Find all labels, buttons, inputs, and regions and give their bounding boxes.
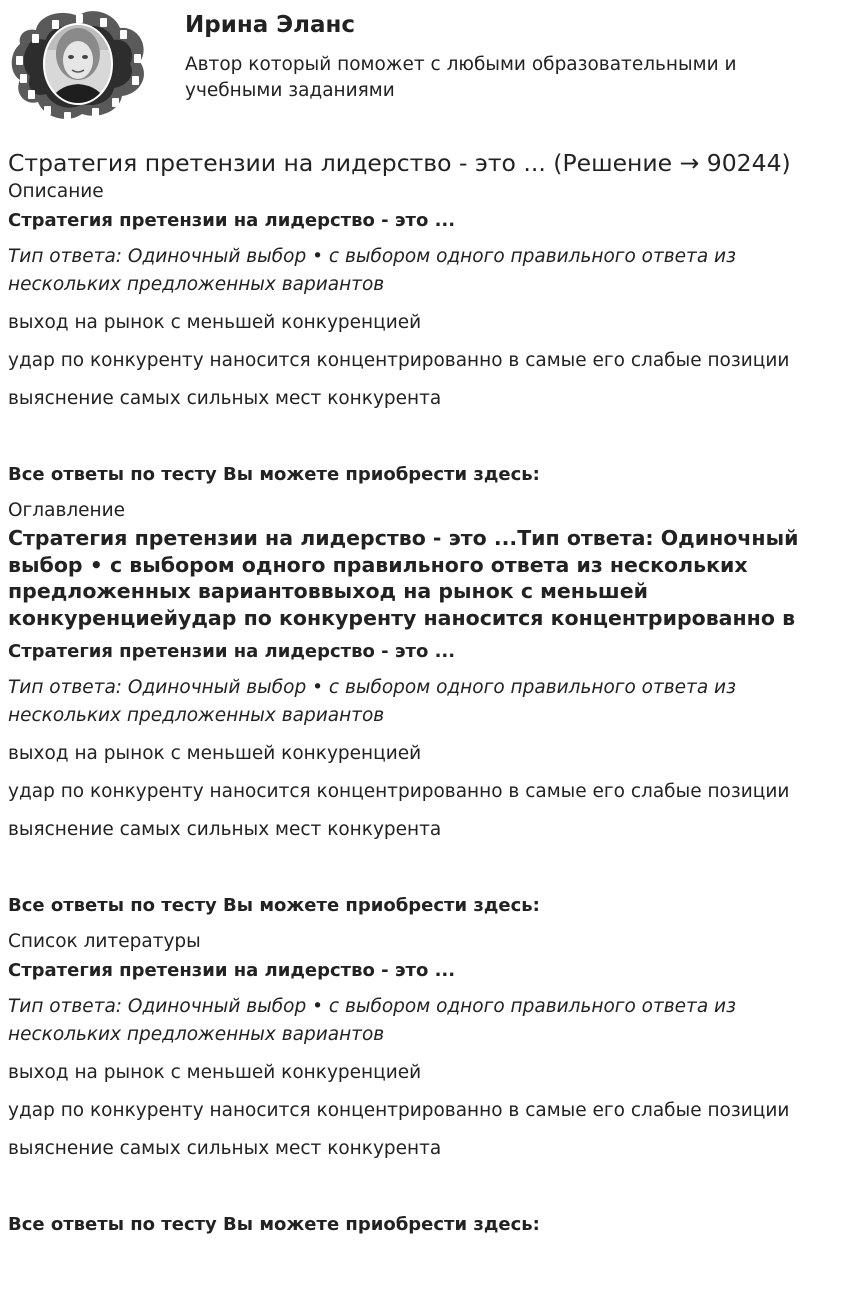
author-description: Автор который поможет с любыми образовательными и учебными заданиями	[185, 54, 737, 101]
section-label-toc: Оглавление	[8, 500, 126, 521]
answer-option: удар по конкуренту наносится концентрированно в самые его слабые позиции	[8, 781, 790, 802]
question-title: Стратегия претензии на лидерство - это ...	[8, 641, 456, 662]
author-name: Ирина Эланс	[185, 12, 356, 38]
page-title: Стратегия претензии на лидерство - это ... (Решение → 90244)	[8, 149, 791, 177]
buy-answers-text: Все ответы по тесту Вы можете приобрести здесь:	[8, 895, 540, 916]
question-title: Стратегия претензии на лидерство - это ...	[8, 960, 456, 981]
answer-option: выход на рынок с меньшей конкуренцией	[8, 743, 422, 764]
answer-option: удар по конкуренту наносится концентрированно в самые его слабые позиции	[8, 350, 790, 371]
answer-type: Тип ответа: Одиночный выбор • с выбором одного правильного ответа из нескольких предложенных вариантов	[8, 677, 736, 726]
section-label-description: Описание	[8, 181, 104, 202]
question-title: Стратегия претензии на лидерство - это ...	[8, 210, 456, 231]
toc-heading: Стратегия претензии на лидерство - это ...Тип ответа: Одиночный выбор • с выбором одного правильного ответа из нескольких предложенных вариантоввыход на рынок с меньшей конкуренциейудар по конкуренту наносится концентрированно в	[8, 526, 799, 630]
answer-option: выяснение самых сильных мест конкурента	[8, 1138, 442, 1159]
main-content	[8, 146, 839, 1249]
literature-section	[8, 930, 839, 1238]
answer-option: выяснение самых сильных мест конкурента	[8, 819, 442, 840]
answer-option: выяснение самых сильных мест конкурента	[8, 388, 442, 409]
author-header	[8, 6, 839, 126]
film-frame-avatar-icon	[8, 6, 150, 126]
answer-type: Тип ответа: Одиночный выбор • с выбором одного правильного ответа из нескольких предложенных вариантов	[8, 996, 736, 1045]
section-label-literature: Список литературы	[8, 931, 201, 952]
answer-option: выход на рынок с меньшей конкуренцией	[8, 1062, 422, 1083]
buy-answers-text: Все ответы по тесту Вы можете приобрести здесь:	[8, 1214, 540, 1235]
answer-option: выход на рынок с меньшей конкуренцией	[8, 312, 422, 333]
description-section	[8, 180, 839, 488]
toc-section	[8, 499, 839, 919]
buy-answers-text: Все ответы по тесту Вы можете приобрести здесь:	[8, 464, 540, 485]
answer-type: Тип ответа: Одиночный выбор • с выбором одного правильного ответа из нескольких предложенных вариантов	[8, 246, 736, 295]
answer-option: удар по конкуренту наносится концентрированно в самые его слабые позиции	[8, 1100, 790, 1121]
avatar	[8, 6, 150, 126]
